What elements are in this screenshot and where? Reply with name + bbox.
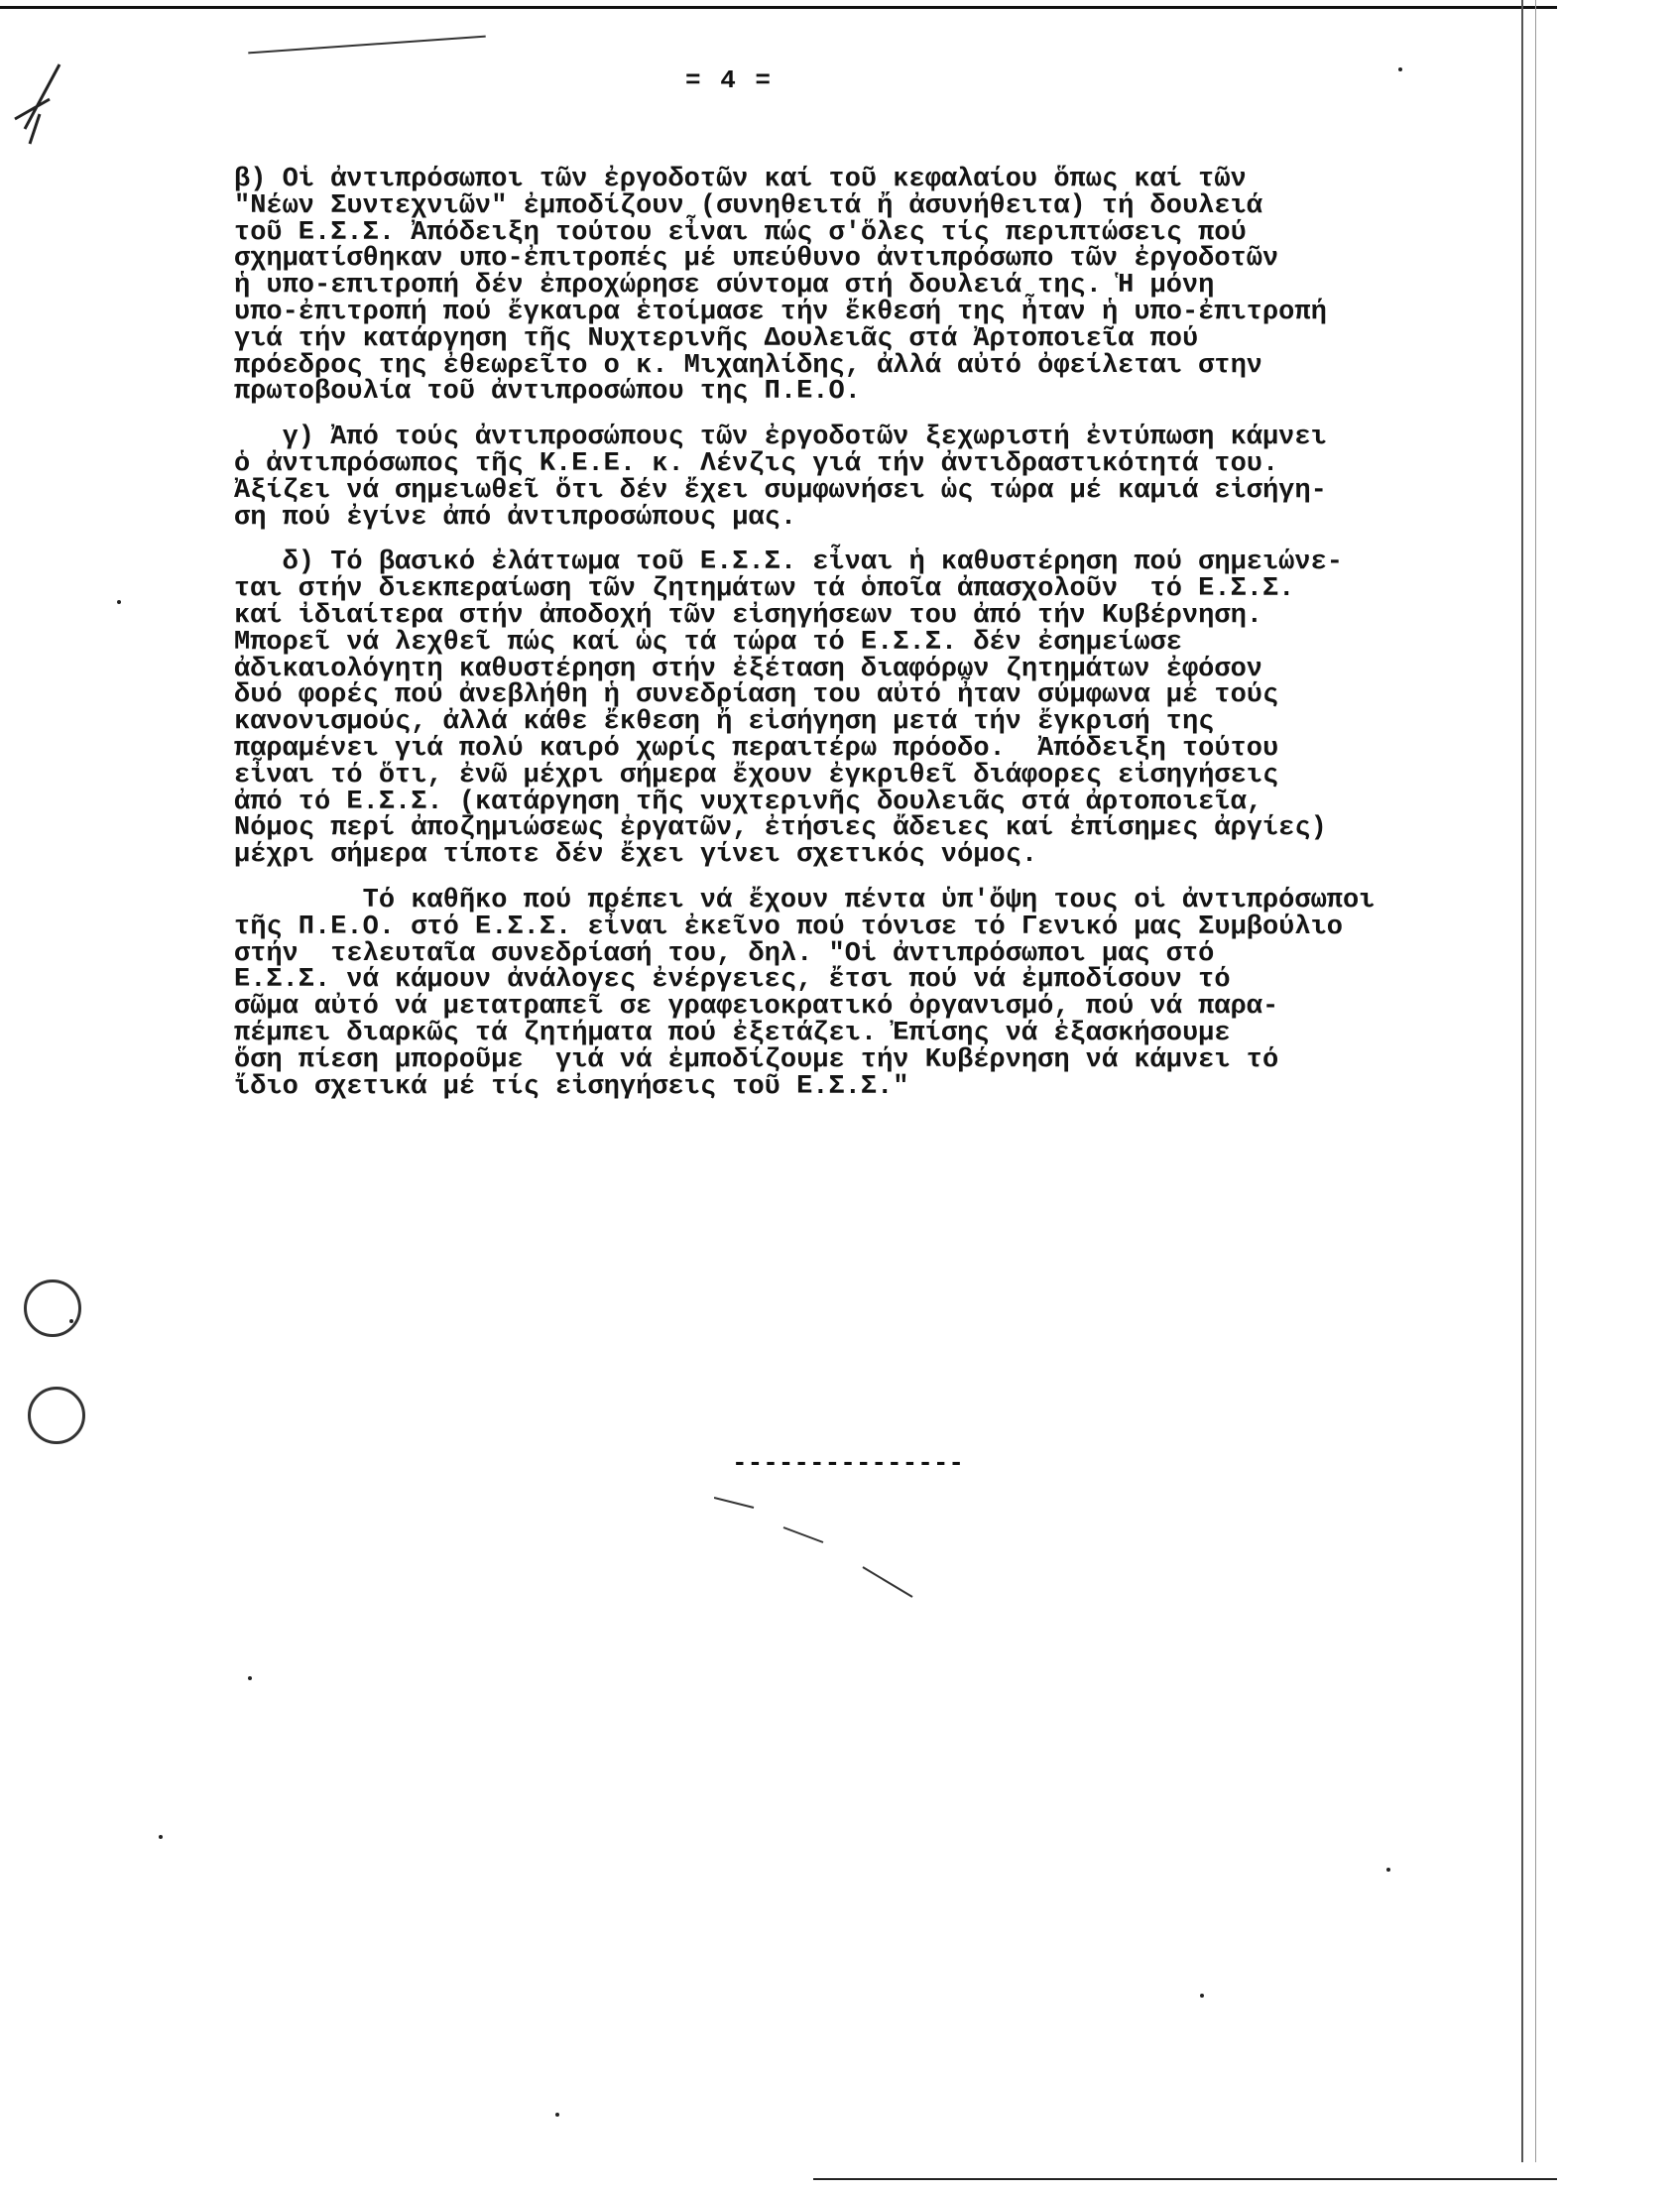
scan-speck [555,2113,559,2117]
scan-speck [159,1835,163,1839]
scan-speck [1398,67,1402,71]
punch-hole-upper [24,1279,81,1337]
scan-speck [117,600,121,604]
bottom-edge-rule [813,2178,1557,2180]
paragraph-gamma: γ) Ἀπό τούς ἀντιπροσώπους τῶν ἐργοδοτῶν ξεχωριστή ἐντύπωση κάμνει ὁ ἀντιπρόσωπος τῆς Κ.Ε.Ε. κ. Λένζις γιά τήν ἀντιδραστικότητά του. Ἀξίζει νά σημειωθεῖ ὅτι δέν ἔχει συμφωνήσει ὡς τώρα μέ καμιά εἰσήγη- ση πού ἐγίνε ἀπό ἀντιπροσώπους μας. [234,423,1327,533]
paragraph-delta: δ) Τό βασικό ἐλάττωμα τοῦ Ε.Σ.Σ. εἶναι ἡ καθυστέρηση πού σημειώνε- ται στήν διεκπεραίωση τῶν ζητημάτων τά ὁποῖα ἀπασχολοῦν τό Ε.Σ.Σ. καί ἰδιαίτερα στήν ἀποδοχή τῶν εἰσηγήσεων του ἀπό τήν Κυβέρνηση. Μπορεῖ νά λεχθεῖ πώς καί ὡς τά τώρα τό Ε.Σ.Σ. δέν ἐσημείωσε ἀδικαιολόγητη καθυστέρηση στήν ἐξέταση διαφόρων ζητημάτων ἐφόσον δυό φορές πού ἀνεβλήθη ἡ συνεδρίαση του αὐτό ἦταν σύμφωνα μέ τούς κανονισμούς, ἀλλά κάθε ἔκθεση ἤ εἰσήγηση μετά τήν ἔγκρισή της παραμένει γιά πολύ καιρό χωρίς περαιτέρω πρόοδο. Ἀπόδειξη τούτου εἶναι τό ὅτι, ἐνῶ μέχρι σήμερα ἔχουν ἐγκριθεῖ διάφορες εἰσηγήσεις ἀπό τό Ε.Σ.Σ. (κατάργηση τῆς νυχτερινῆς δουλειᾶς στά ἀρτοποιεῖα, Νόμος περί ἀποζημιώσεως ἐργατῶν, ἐτήσιες ἄδειες καί ἐπίσημες ἀργίες) μέχρι σήμερα τίποτε δέν ἔχει γίνει σχετικός νόμος. [234,548,1343,871]
paragraph-duty: Τό καθῆκο πού πρέπει νά ἔχουν πέντα ὑπ'ὄψη τους οἱ ἀντιπρόσωποι τῆς Π.Ε.Ο. στό Ε.Σ.Σ. εἶναι ἐκεῖνο πού τόνισε τό Γενικό μας Συμβούλιο στήν τελευταῖα συνεδρίασή του, δηλ. "Οἱ ἀντιπρόσωποι μας στό Ε.Σ.Σ. νά κάμουν ἀνάλογες ἐνέργειες, ἔτσι πού νά ἐμποδίσουν τό σῶμα αὐτό νά μετατραπεῖ σε γραφειοκρατικό ὀργανισμό, πού νά παρα- πέμπει διαρκῶς τά ζητήματα πού ἐξετάζει. Ἐπίσης νά ἐξασκήσουμε ὅση πίεση μποροῦμε γιά νά ἐμποδίζουμε τήν Κυβέρνηση νά κάμνει τό ἴδιο σχετικά μέ τίς εἰσηγήσεις τοῦ Ε.Σ.Σ." [234,885,1376,1102]
scan-speck [248,1676,252,1680]
page-number: = 4 = [684,65,773,95]
scan-speck [1386,1868,1390,1872]
punch-hole-lower [28,1387,85,1444]
stray-scan-mark [714,1488,932,1607]
top-edge-rule [0,6,1557,9]
document-body [234,167,1646,1119]
end-rule: --------------- [732,1448,965,1478]
corner-scribble [10,60,69,149]
scan-speck [1200,1994,1204,1998]
top-scan-mark [248,36,486,55]
paragraph-beta: β) Οἱ ἀντιπρόσωποι τῶν ἐργοδοτῶν καί τοῦ κεφαλαίου ὅπως καί τῶν "Νέων Συντεχνιῶν" ἐμποδίζουν (συνηθειτά ἤ ἀσυνήθειτα) τή δουλειά τοῦ Ε.Σ.Σ. Ἀπόδειξη τούτου εἶναι πώς σ'ὅλες τίς περιπτώσεις πού σχηματίσθηκαν υπο-ἐπιτροπές μέ υπεύθυνο ἀντιπρόσωπο τῶν ἐργοδοτῶν ἡ υπο-επιτροπή δέν ἐπροχώρησε σύντομα στή δουλειά της. Ἡ μόνη υπο-ἐπιτροπή πού ἔγκαιρα ἑτοίμασε τήν ἔκθεσή της ἦταν ἡ υπο-ἐπιτροπή γιά τήν κατάργηση τῆς Νυχτερινῆς Δουλειᾶς στά Ἀρτοποιεῖα πού πρόεδρος της ἐθεωρεῖτο ο κ. Μιχαηλίδης, ἀλλά αὐτό ὀφείλεται στην πρωτοβουλία τοῦ ἀντιπροσώπου της Π.Ε.Ο. [234,165,1327,408]
scan-speck [69,1319,73,1323]
